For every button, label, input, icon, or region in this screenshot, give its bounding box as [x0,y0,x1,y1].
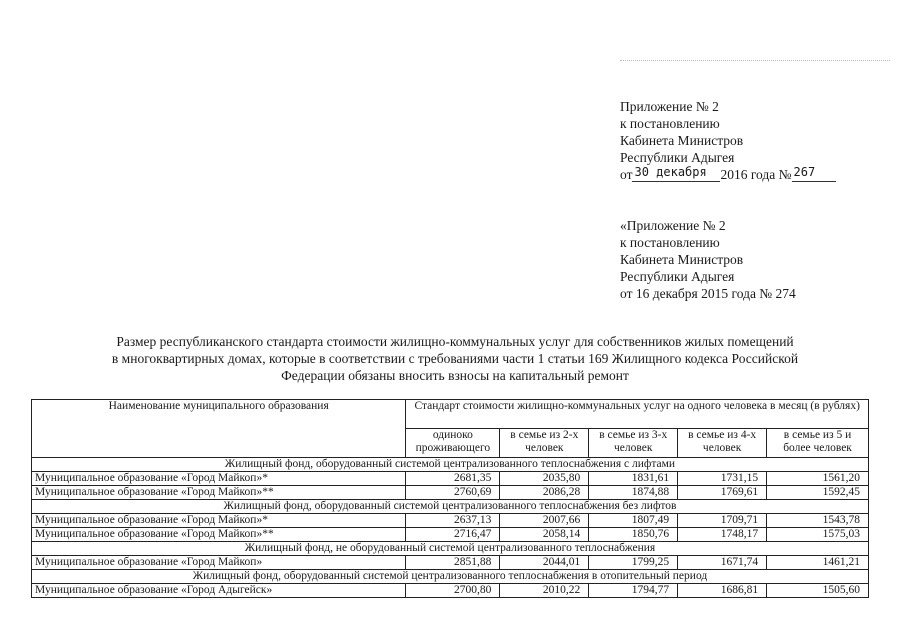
cell-value: 2637,13 [406,514,500,528]
cell-value: 1709,71 [678,514,767,528]
standard-cost-table [31,399,869,598]
cell-value: 2044,01 [500,556,589,570]
appendix-line: к постановлению [620,116,720,131]
cell-value: 1461,21 [767,556,869,570]
date-suffix: 2016 года № [720,167,792,182]
cell-value: 2700,80 [406,584,500,598]
section-header: Жилищный фонд, оборудованный системой централизованного теплоснабжения в отопительный период [32,570,869,584]
title-line: Размер республиканского стандарта стоимости жилищно-коммунальных услуг для собственников жилых помещений [116,334,794,349]
cell-value: 1561,20 [767,472,869,486]
cell-value: 1543,78 [767,514,869,528]
cell-value: 1831,61 [589,472,678,486]
cell-value: 2681,35 [406,472,500,486]
row-name: Муниципальное образование «Город Адыгейск» [32,584,406,598]
cell-value: 1671,74 [678,556,767,570]
appendix-line: от 16 декабря 2015 года № 274 [620,286,796,301]
section-header: Жилищный фонд, оборудованный системой централизованного теплоснабжения с лифтами [32,458,869,472]
appendix-line: Республики Адыгея [620,269,735,284]
subheader-family-3: в семье из 3-х человек [589,429,678,458]
cell-value: 1850,76 [589,528,678,542]
cell-value: 1769,61 [678,486,767,500]
title-line: в многоквартирных домах, которые в соответствии с требованиями части 1 статьи 169 Жилищного кодекса Российской [111,351,799,366]
document-title [40,333,870,384]
cell-value: 2716,47 [406,528,500,542]
row-name: Муниципальное образование «Город Майкоп»* [32,472,406,486]
appendix-header-old [620,217,796,302]
row-name: Муниципальное образование «Город Майкоп» [32,556,406,570]
table-row [32,472,869,486]
subheader-single: одиноко проживающего [406,429,500,458]
subheader-family-5plus: в семье из 5 и более человек [767,429,869,458]
cell-value: 1748,17 [678,528,767,542]
table-row [32,486,869,500]
cell-value: 1592,45 [767,486,869,500]
cell-value: 1731,15 [678,472,767,486]
appendix-line: Республики Адыгея [620,150,735,165]
cell-value: 1505,60 [767,584,869,598]
appendix-line: Приложение № 2 [620,99,719,114]
date-prefix: от [620,167,633,182]
subheader-family-4: в семье из 4-х человек [678,429,767,458]
table-row [32,514,869,528]
cell-value: 2058,14 [500,528,589,542]
cell-value: 2007,66 [500,514,589,528]
cell-value: 1874,88 [589,486,678,500]
column-header-standard: Стандарт стоимости жилищно-коммунальных услуг на одного человека в месяц (в рублях) [406,400,869,429]
appendix-date-line [620,166,836,185]
title-line: Федерации обязаны вносить взносы на капитальный ремонт [281,368,629,383]
appendix-line: к постановлению [620,235,720,250]
section-header: Жилищный фонд, оборудованный системой централизованного теплоснабжения без лифтов [32,500,869,514]
cell-value: 1799,25 [589,556,678,570]
table-row [32,584,869,598]
cell-value: 1807,49 [589,514,678,528]
cell-value: 2010,22 [500,584,589,598]
appendix-line: Кабинета Министров [620,133,744,148]
cell-value: 2760,69 [406,486,500,500]
cell-value: 1794,77 [589,584,678,598]
cell-value: 1575,03 [767,528,869,542]
scan-artifact [620,60,890,63]
subheader-family-2: в семье из 2-х человек [500,429,589,458]
handwritten-date: 30 декабря [632,164,720,182]
cell-value: 2851,88 [406,556,500,570]
table-row [32,556,869,570]
cell-value: 2086,28 [500,486,589,500]
appendix-line: «Приложение № 2 [620,218,726,233]
cell-value: 1686,81 [678,584,767,598]
cell-value: 2035,80 [500,472,589,486]
handwritten-number: 267 [792,164,836,182]
section-header: Жилищный фонд, не оборудованный системой централизованного теплоснабжения [32,542,869,556]
row-name: Муниципальное образование «Город Майкоп»** [32,486,406,500]
column-header-name: Наименование муниципального образования [32,400,406,458]
row-name: Муниципальное образование «Город Майкоп»* [32,514,406,528]
appendix-header-new [620,98,836,185]
appendix-line: Кабинета Министров [620,252,744,267]
table-row [32,528,869,542]
row-name: Муниципальное образование «Город Майкоп»** [32,528,406,542]
